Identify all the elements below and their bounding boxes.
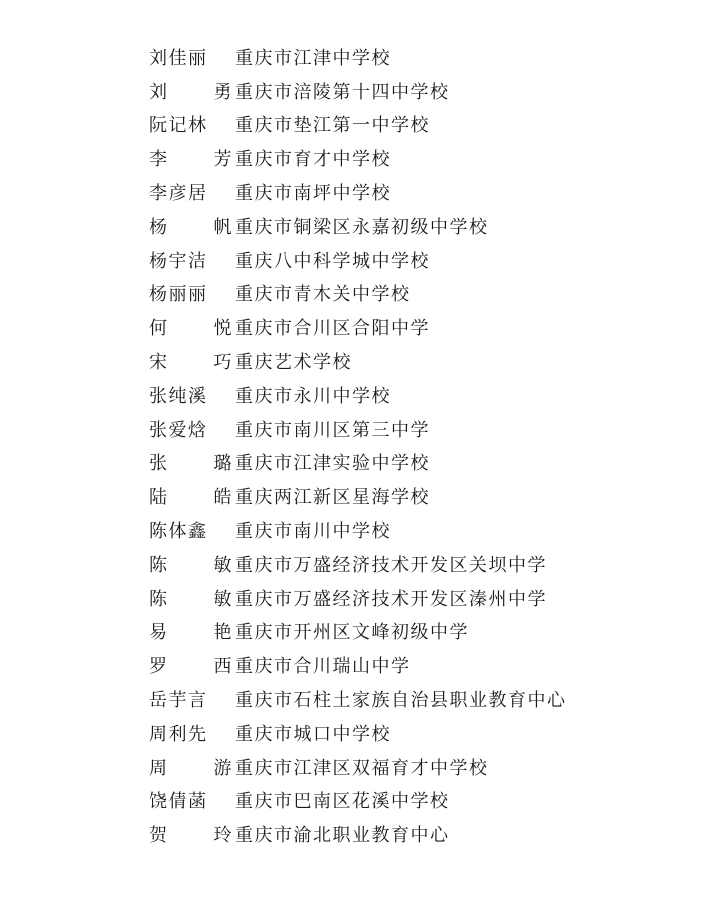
school-name: 重庆市江津区双福育才中学校 — [235, 757, 489, 779]
school-name: 重庆市南川中学校 — [235, 521, 391, 543]
teacher-name: 易 艳 — [149, 622, 233, 644]
list-item — [149, 40, 567, 74]
teacher-name: 岳芋言 — [149, 690, 208, 712]
list-item — [149, 682, 567, 716]
teacher-name: 陈 敏 — [149, 588, 233, 610]
school-name: 重庆市南川区第三中学 — [235, 419, 430, 441]
teacher-name: 陈 敏 — [149, 554, 233, 576]
school-name: 重庆市合川区合阳中学 — [235, 318, 430, 340]
teacher-name: 张 璐 — [149, 453, 233, 475]
school-name: 重庆市渝北职业教育中心 — [235, 825, 450, 847]
list-item — [149, 547, 567, 581]
teacher-name: 李 芳 — [149, 149, 233, 171]
list-item — [149, 277, 567, 311]
school-name: 重庆市开州区文峰初级中学 — [235, 622, 469, 644]
list-item — [149, 209, 567, 243]
teacher-name: 杨宇洁 — [149, 250, 208, 272]
list-item — [149, 716, 567, 750]
school-name: 重庆市石柱土家族自治县职业教育中心 — [235, 690, 567, 712]
list-item — [149, 378, 567, 412]
teacher-name: 何 悦 — [149, 318, 233, 340]
school-name: 重庆市万盛经济技术开发区关坝中学 — [235, 554, 547, 576]
teacher-name: 张爱焓 — [149, 419, 208, 441]
school-name: 重庆市江津中学校 — [235, 47, 391, 69]
teacher-name: 罗 西 — [149, 656, 233, 678]
teacher-name: 宋 巧 — [149, 352, 233, 374]
school-name: 重庆市南坪中学校 — [235, 183, 391, 205]
school-name: 重庆市万盛经济技术开发区溱州中学 — [235, 588, 547, 610]
teacher-name: 杨 帆 — [149, 216, 233, 238]
list-item — [149, 344, 567, 378]
teacher-name: 张纯溪 — [149, 385, 208, 407]
teacher-name: 杨丽丽 — [149, 284, 208, 306]
school-name: 重庆艺术学校 — [235, 352, 352, 374]
school-name: 重庆市垫江第一中学校 — [235, 115, 430, 137]
teacher-name: 周利先 — [149, 723, 208, 745]
school-name: 重庆市合川瑞山中学 — [235, 656, 411, 678]
list-item — [149, 784, 567, 818]
school-name: 重庆两江新区星海学校 — [235, 487, 430, 509]
school-name: 重庆市巴南区花溪中学校 — [235, 791, 450, 813]
teacher-list — [149, 40, 567, 851]
list-item — [149, 175, 567, 209]
list-item — [149, 310, 567, 344]
school-name: 重庆市城口中学校 — [235, 723, 391, 745]
list-item — [149, 479, 567, 513]
list-item — [149, 412, 567, 446]
list-item — [149, 581, 567, 615]
list-item — [149, 141, 567, 175]
school-name: 重庆八中科学城中学校 — [235, 250, 430, 272]
teacher-name: 陆 皓 — [149, 487, 233, 509]
list-item — [149, 615, 567, 649]
list-item — [149, 817, 567, 851]
school-name: 重庆市铜梁区永嘉初级中学校 — [235, 216, 489, 238]
list-item — [149, 243, 567, 277]
teacher-name: 陈体鑫 — [149, 521, 208, 543]
school-name: 重庆市江津实验中学校 — [235, 453, 430, 475]
list-item — [149, 750, 567, 784]
school-name: 重庆市永川中学校 — [235, 385, 391, 407]
teacher-name: 刘 勇 — [149, 81, 233, 103]
school-name: 重庆市育才中学校 — [235, 149, 391, 171]
list-item — [149, 108, 567, 142]
teacher-name: 周 游 — [149, 757, 233, 779]
teacher-name: 饶倩菡 — [149, 791, 208, 813]
list-item — [149, 446, 567, 480]
teacher-name: 刘佳丽 — [149, 47, 208, 69]
school-name: 重庆市青木关中学校 — [235, 284, 411, 306]
school-name: 重庆市涪陵第十四中学校 — [235, 81, 450, 103]
teacher-name: 李彦居 — [149, 183, 208, 205]
list-item — [149, 513, 567, 547]
list-item — [149, 74, 567, 108]
list-item — [149, 648, 567, 682]
teacher-name: 阮记林 — [149, 115, 208, 137]
teacher-name: 贺 玲 — [149, 825, 233, 847]
